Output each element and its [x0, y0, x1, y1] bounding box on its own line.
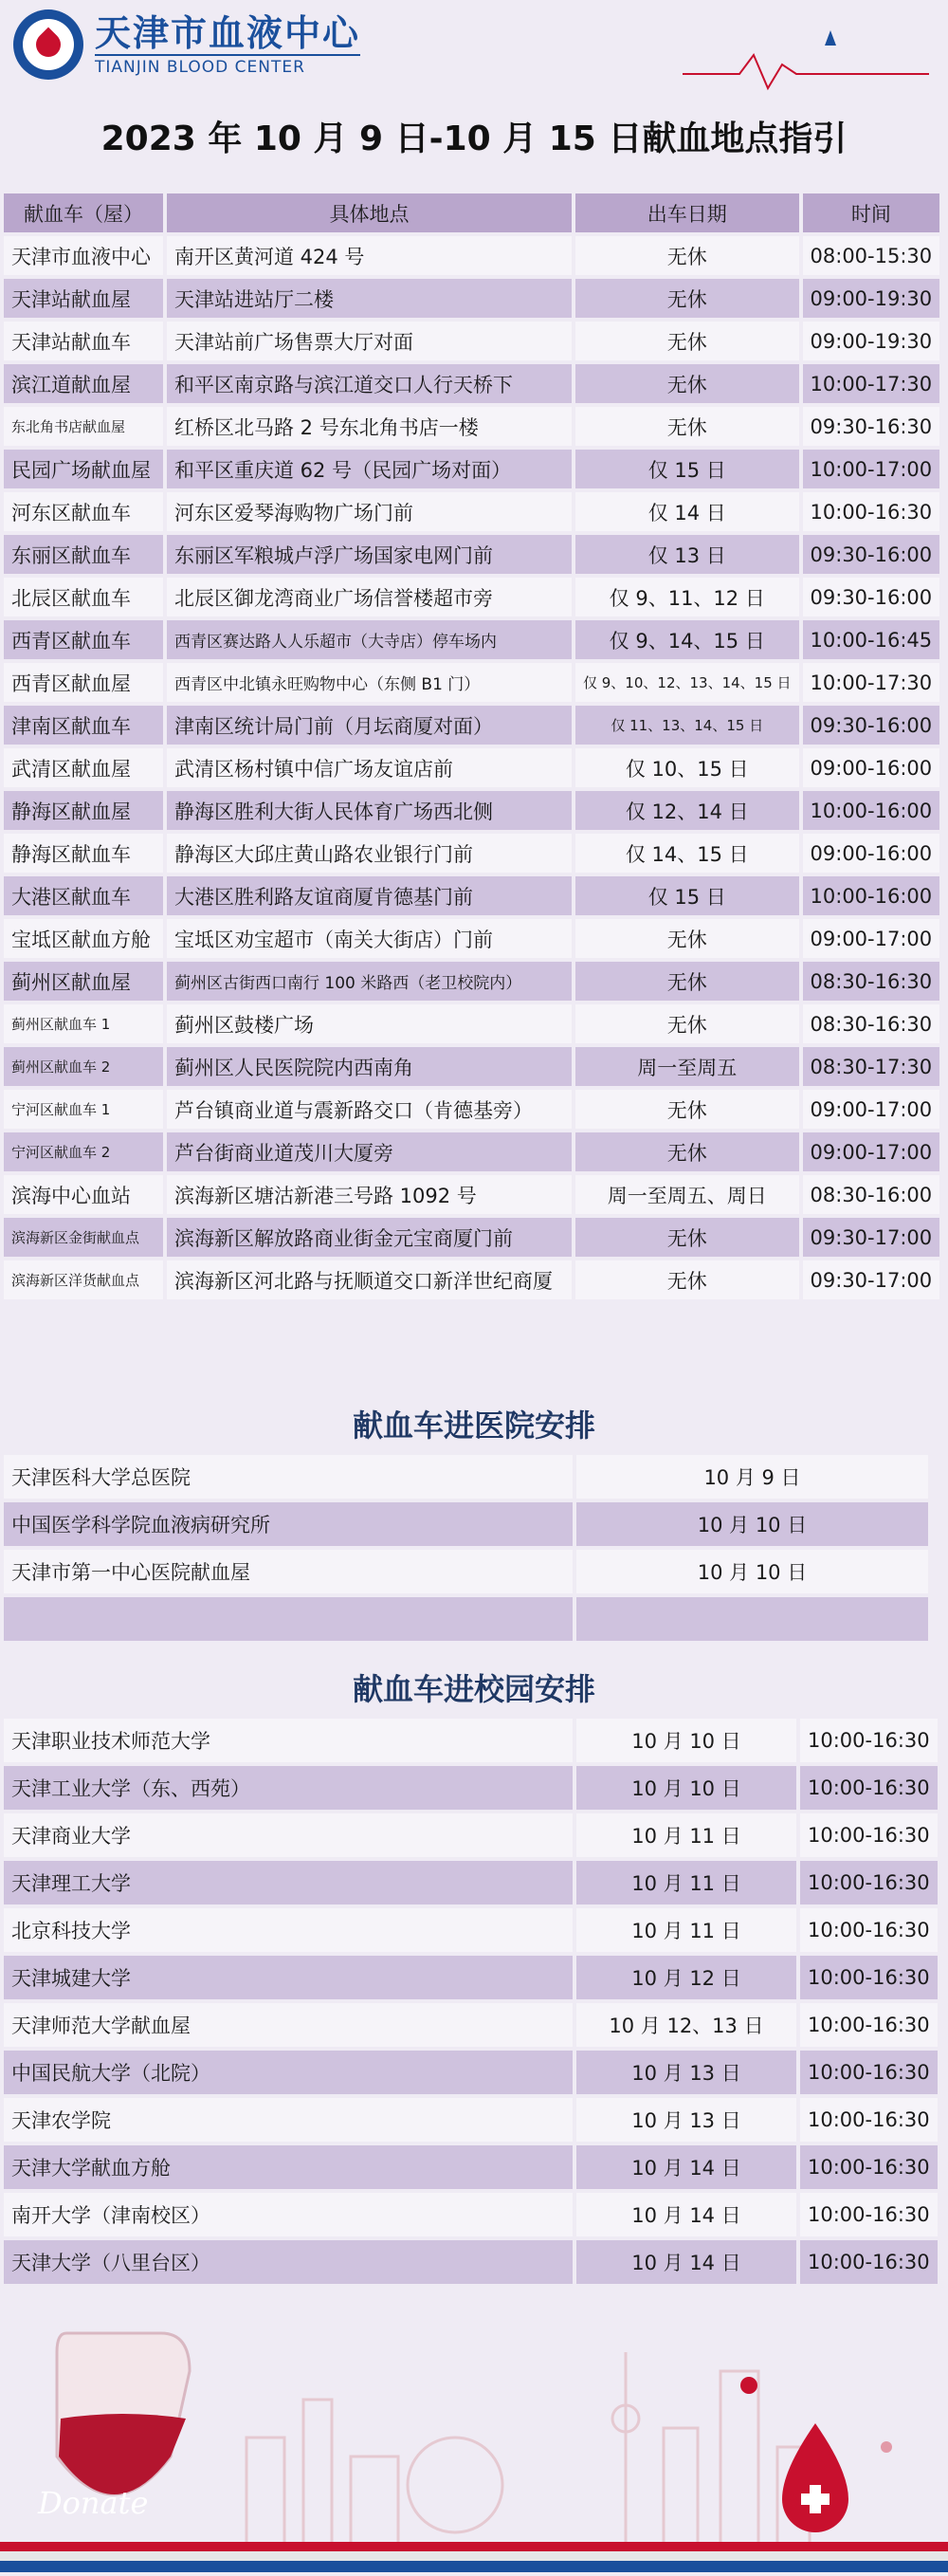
table-cell: 静海区大邱庄黄山路农业银行门前	[167, 834, 572, 873]
campus-section-title: 献血车进校园安排	[352, 1671, 595, 1707]
table-row	[4, 1766, 938, 1810]
table-cell: 无休	[575, 1218, 799, 1257]
table-row	[4, 1090, 939, 1129]
table-cell: 周一至周五、周日	[575, 1175, 799, 1214]
table-cell: 武清区献血屋	[4, 748, 163, 787]
table-cell: 南开大学（津南校区）	[4, 2193, 573, 2236]
org-name-en: TIANJIN BLOOD CENTER	[95, 54, 360, 77]
table-cell: 西青区献血屋	[4, 663, 163, 702]
table-cell: 天津工业大学（东、西苑）	[4, 1766, 573, 1810]
table-row	[4, 1908, 938, 1952]
table-cell: 无休	[575, 1132, 799, 1171]
table-row	[4, 834, 939, 873]
table-cell: 天津站献血屋	[4, 279, 163, 318]
slogan-logo	[683, 27, 929, 102]
table-cell: 10 月 14 日	[576, 2145, 796, 2189]
table-cell: 静海区献血屋	[4, 791, 163, 830]
table-cell: 津南区统计局门前（月坛商厦对面）	[167, 706, 572, 745]
table-cell: 宝坻区献血方舱	[4, 919, 163, 958]
table-row	[4, 748, 939, 787]
table-cell: 无休	[575, 1260, 799, 1299]
table-cell: 09:00-17:00	[803, 1090, 940, 1129]
table-cell: 河东区爱琴海购物广场门前	[167, 492, 572, 531]
table-row	[4, 791, 939, 830]
table-cell: 10:00-16:30	[800, 1813, 938, 1857]
table-cell: 静海区胜利大街人民体育广场西北侧	[167, 791, 572, 830]
table-cell: 天津站进站厅二楼	[167, 279, 572, 318]
table-cell: 10 月 13 日	[576, 2051, 796, 2094]
table-cell: 09:30-17:00	[803, 1260, 940, 1299]
table-row	[4, 2145, 938, 2189]
table-cell: 10 月 11 日	[576, 1908, 796, 1952]
table-cell: 无休	[575, 279, 799, 318]
table-cell: 无休	[575, 919, 799, 958]
table-cell: 08:00-15:30	[803, 236, 940, 275]
donation-sites-table	[0, 190, 943, 1303]
table-cell: 和平区重庆道 62 号（民园广场对面）	[167, 450, 572, 488]
campus-table	[0, 1715, 941, 2288]
table-cell: 10 月 13 日	[576, 2098, 796, 2142]
table-cell: 10:00-17:00	[803, 450, 940, 488]
table-cell: 芦台街商业道茂川大厦旁	[167, 1132, 572, 1171]
table-row	[4, 919, 939, 958]
table-cell: 10 月 10 日	[576, 1719, 796, 1762]
page-header	[0, 0, 948, 180]
table-cell: 芦台镇商业道与震新路交口（肯德基旁）	[167, 1090, 572, 1129]
table-cell: 蓟州区鼓楼广场	[167, 1004, 572, 1043]
donate-text: Donate	[38, 2485, 149, 2521]
table-cell: 10:00-16:30	[800, 2145, 938, 2189]
table-row	[4, 962, 939, 1001]
table-cell: 蓟州区献血车 1	[4, 1004, 163, 1043]
table-cell: 静海区献血车	[4, 834, 163, 873]
table-cell: 大港区胜利路友谊商厦肯德基门前	[167, 876, 572, 915]
table-row	[4, 407, 939, 446]
table-cell: 北辰区献血车	[4, 578, 163, 616]
table-cell: 仅 11、13、14、15 日	[575, 706, 799, 745]
table-row	[4, 1861, 938, 1904]
table-cell: 09:30-16:00	[803, 578, 940, 616]
table-row	[4, 2051, 938, 2094]
table-cell: 西青区中北镇永旺购物中心（东侧 B1 门）	[167, 663, 572, 702]
table-row	[4, 663, 939, 702]
table-cell: 天津市第一中心医院献血屋	[4, 1550, 573, 1593]
table-cell: 10 月 10 日	[576, 1502, 928, 1546]
medical-cross-icon	[782, 2423, 848, 2532]
table-cell: 红桥区北马路 2 号东北角书店一楼	[167, 407, 572, 446]
table-cell: 中国医学科学院血液病研究所	[4, 1502, 573, 1546]
table-cell: 天津商业大学	[4, 1813, 573, 1857]
table-cell: 10 月 11 日	[576, 1861, 796, 1904]
table-cell: 东丽区献血车	[4, 535, 163, 574]
blood-drop-icon	[13, 9, 83, 80]
col-header-location: 具体地点	[167, 193, 572, 232]
table-row	[4, 1218, 939, 1257]
table-row	[4, 2240, 938, 2284]
table-cell: 10 月 12 日	[576, 1956, 796, 1999]
table-cell: 09:00-19:30	[803, 322, 940, 360]
table-cell: 09:30-16:00	[803, 535, 940, 574]
table-cell: 10 月 14 日	[576, 2193, 796, 2236]
table-row	[4, 1550, 928, 1593]
table-cell: 09:00-16:00	[803, 834, 940, 873]
table-cell: 天津大学献血方舱	[4, 2145, 573, 2189]
table-cell: 滨海中心血站	[4, 1175, 163, 1214]
table-cell: 无休	[575, 1090, 799, 1129]
table-row	[4, 1260, 939, 1299]
table-row	[4, 492, 939, 531]
table-cell: 蓟州区古街西口南行 100 米路西（老卫校院内）	[167, 962, 572, 1001]
table-cell: 10:00-16:30	[800, 1908, 938, 1952]
footer-illustration	[0, 2314, 948, 2572]
table-row	[4, 364, 939, 403]
table-row	[4, 236, 939, 275]
table-cell: 10:00-16:30	[800, 1719, 938, 1762]
table-cell: 无休	[575, 407, 799, 446]
table-cell: 天津站前广场售票大厅对面	[167, 322, 572, 360]
table-cell: 无休	[575, 962, 799, 1001]
table-cell: 宁河区献血车 2	[4, 1132, 163, 1171]
table-cell: 08:30-16:00	[803, 1175, 940, 1214]
table-cell: 西青区献血车	[4, 620, 163, 659]
table-cell: 09:00-17:00	[803, 919, 940, 958]
table-cell: 10:00-16:30	[803, 492, 940, 531]
table-row	[4, 1502, 928, 1546]
table-cell: 10:00-16:45	[803, 620, 940, 659]
table-cell: 北京科技大学	[4, 1908, 573, 1952]
table-cell	[576, 1597, 928, 1641]
table-cell: 天津大学（八里台区）	[4, 2240, 573, 2284]
col-header-time: 时间	[803, 193, 940, 232]
table-cell: 无休	[575, 1004, 799, 1043]
col-header-vehicle: 献血车（屋）	[4, 193, 163, 232]
table-row	[4, 2193, 938, 2236]
table-row	[4, 1047, 939, 1086]
table-cell: 宝坻区劝宝超市（南关大街店）门前	[167, 919, 572, 958]
table-cell: 10:00-16:00	[803, 791, 940, 830]
table-cell: 天津职业技术师范大学	[4, 1719, 573, 1762]
table-row	[4, 706, 939, 745]
table-cell: 津南区献血车	[4, 706, 163, 745]
table-cell: 仅 10、15 日	[575, 748, 799, 787]
table-cell: 仅 13 日	[575, 535, 799, 574]
table-cell: 天津城建大学	[4, 1956, 573, 1999]
table-cell: 10:00-16:30	[800, 2240, 938, 2284]
table-cell: 仅 15 日	[575, 450, 799, 488]
table-row	[4, 1813, 938, 1857]
table-row	[4, 2098, 938, 2142]
table-cell: 09:00-19:30	[803, 279, 940, 318]
table-row	[4, 1597, 928, 1641]
table-cell: 仅 14、15 日	[575, 834, 799, 873]
table-cell: 09:00-17:00	[803, 1132, 940, 1171]
table-cell: 宁河区献血车 1	[4, 1090, 163, 1129]
table-cell: 蓟州区献血屋	[4, 962, 163, 1001]
table-row	[4, 876, 939, 915]
table-cell: 滨海新区河北路与抚顺道交口新洋世纪商厦	[167, 1260, 572, 1299]
table-cell: 周一至周五	[575, 1047, 799, 1086]
table-cell: 蓟州区人民医院院内西南角	[167, 1047, 572, 1086]
table-row	[4, 322, 939, 360]
table-cell: 09:00-16:00	[803, 748, 940, 787]
table-row	[4, 1004, 939, 1043]
hospital-table	[0, 1451, 932, 1645]
table-cell	[4, 1597, 573, 1641]
table-cell: 大港区献血车	[4, 876, 163, 915]
table-cell: 10 月 9 日	[576, 1455, 928, 1499]
table-row	[4, 535, 939, 574]
table-cell: 无休	[575, 322, 799, 360]
table-cell: 10 月 10 日	[576, 1766, 796, 1810]
table-cell: 滨江道献血屋	[4, 364, 163, 403]
table-cell: 10:00-16:30	[800, 1766, 938, 1810]
org-logo	[13, 9, 360, 80]
org-name-cn: 天津市血液中心	[95, 12, 361, 54]
table-cell: 南开区黄河道 424 号	[167, 236, 572, 275]
table-cell: 09:30-17:00	[803, 1218, 940, 1257]
table-row	[4, 1455, 928, 1499]
table-cell: 天津市血液中心	[4, 236, 163, 275]
table-cell: 河东区献血车	[4, 492, 163, 531]
table-cell: 滨海新区解放路商业街金元宝商厦门前	[167, 1218, 572, 1257]
table-cell: 10 月 10 日	[576, 1550, 928, 1593]
table-row	[4, 1719, 938, 1762]
table-cell: 滨海新区洋货献血点	[4, 1260, 163, 1299]
table-cell: 蓟州区献血车 2	[4, 1047, 163, 1086]
table-row	[4, 450, 939, 488]
table-cell: 08:30-16:30	[803, 962, 940, 1001]
table-cell: 仅 9、11、12 日	[575, 578, 799, 616]
hospital-section-title: 献血车进医院安排	[352, 1408, 595, 1444]
blood-bag-icon	[57, 2333, 190, 2494]
table-cell: 滨海新区塘沽新港三号路 1092 号	[167, 1175, 572, 1214]
table-cell: 东丽区军粮城卢浮广场国家电网门前	[167, 535, 572, 574]
table-cell: 10:00-16:30	[800, 2003, 938, 2047]
table-cell: 10:00-16:00	[803, 876, 940, 915]
col-header-date: 出车日期	[575, 193, 799, 232]
table-cell: 天津师范大学献血屋	[4, 2003, 573, 2047]
table-cell: 西青区赛达路人人乐超市（大寺店）停车场内	[167, 620, 572, 659]
table-row	[4, 1132, 939, 1171]
table-cell: 无休	[575, 236, 799, 275]
table-cell: 仅 9、14、15 日	[575, 620, 799, 659]
table-cell: 中国民航大学（北院）	[4, 2051, 573, 2094]
table-cell: 民园广场献血屋	[4, 450, 163, 488]
table-cell: 08:30-16:30	[803, 1004, 940, 1043]
table-cell: 无休	[575, 364, 799, 403]
table-cell: 武清区杨村镇中信广场友谊店前	[167, 748, 572, 787]
table-row	[4, 620, 939, 659]
table-cell: 天津农学院	[4, 2098, 573, 2142]
table-cell: 滨海新区金街献血点	[4, 1218, 163, 1257]
table-cell: 10:00-17:30	[803, 364, 940, 403]
table-cell: 10:00-16:30	[800, 1956, 938, 1999]
table-cell: 天津医科大学总医院	[4, 1455, 573, 1499]
table-cell: 10 月 14 日	[576, 2240, 796, 2284]
table-cell: 10:00-16:30	[800, 2098, 938, 2142]
table-cell: 仅 12、14 日	[575, 791, 799, 830]
table-cell: 北辰区御龙湾商业广场信誉楼超市旁	[167, 578, 572, 616]
table-cell: 天津理工大学	[4, 1861, 573, 1904]
table-cell: 10:00-16:30	[800, 1861, 938, 1904]
table-row	[4, 2003, 938, 2047]
table-row	[4, 578, 939, 616]
table-cell: 10 月 12、13 日	[576, 2003, 796, 2047]
table-row	[4, 279, 939, 318]
table-cell: 10:00-17:30	[803, 663, 940, 702]
table-cell: 仅 9、10、12、13、14、15 日	[575, 663, 799, 702]
table-cell: 10 月 11 日	[576, 1813, 796, 1857]
table-cell: 天津站献血车	[4, 322, 163, 360]
table-row	[4, 1175, 939, 1214]
table-cell: 和平区南京路与滨江道交口人行天桥下	[167, 364, 572, 403]
table-row	[4, 1956, 938, 1999]
table-cell: 09:30-16:30	[803, 407, 940, 446]
table-cell: 东北角书店献血屋	[4, 407, 163, 446]
page-title: 2023 年 10 月 9 日-10 月 15 日献血地点指引	[100, 120, 848, 158]
table-cell: 10:00-16:30	[800, 2193, 938, 2236]
table-cell: 仅 14 日	[575, 492, 799, 531]
table-cell: 08:30-17:30	[803, 1047, 940, 1086]
table-cell: 09:30-16:00	[803, 706, 940, 745]
table-cell: 10:00-16:30	[800, 2051, 938, 2094]
table-cell: 仅 15 日	[575, 876, 799, 915]
